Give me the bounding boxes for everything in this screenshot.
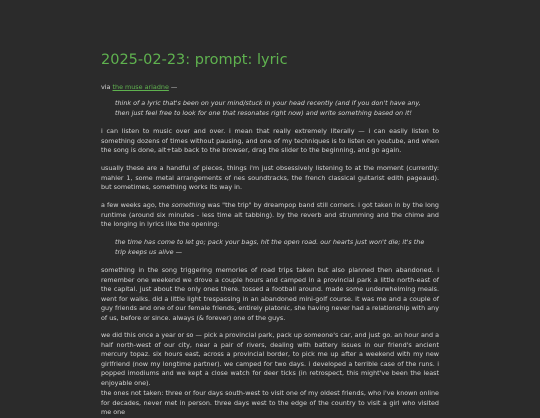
paragraph-1: i can listen to music over and over. i mean that really extremely literally — i can easily listen to something dozens of times without pausing, and one of my techniques is to listen on youtube, and when the song is done, alt+tab back to the browser, drag the slider to the beginning, and go again. (101, 127, 439, 155)
prompt-quote: think of a lyric that's been on your mind/stuck in your head recently (and if you don't have any, then just feel free to look for one that resonates right now) and write something based on it! (115, 99, 421, 117)
muse-link[interactable]: the muse ariadne (112, 83, 169, 91)
post-title: 2025-02-23: prompt: lyric (101, 52, 288, 68)
paragraph-3-emphasis: something (171, 201, 206, 209)
via-prefix: via (101, 83, 113, 91)
paragraph-5: we did this once a year or so — pick a provincial park, pack up someone's car, and just go. an hour and a half north-west of our city, near a pair of rivers, dealing with battery issues in our friend's ancient mercury topaz. six hours east, across a provincial border, to pick me up after a weekend with my new girlfriend (now my longtime partner). we camped for two days. i developed a terrible case of the runs. i popped imodiums and we kept a close watch for deer ticks (in retrospect, this might've been the least enjoyable one). (101, 331, 439, 388)
via-suffix: — (168, 83, 178, 91)
paragraph-6: the ones not taken: three or four days south-west to visit one of my oldest friends, who i've known online for decades, never met in person. three days west to the edge of the country to visit a girl who visited me one (101, 389, 439, 417)
lyric-quote: the time has come to let go; pack your bags, hit the open road. our hearts just won't die; it's the trip keeps us alive — (115, 238, 425, 256)
paragraph-3-start: a few weeks ago, the (101, 201, 172, 209)
paragraph-3-end: was "the trip" by dreampop band still corners. i got taken in by the long runtime (around six minutes - less time alt tabbing). by the reverb and strumming and the chime and the longing in lyrics like the opening: (101, 201, 439, 229)
paragraph-2: usually these are a handful of pieces, things i'm just obsessively listening to at the moment (currently: mahler 1, some metal arrangements of nes soundtracks, the french classical guitarist edith pageaud). but sometimes, something works its way in. (101, 164, 439, 192)
paragraph-3 (101, 201, 439, 230)
post-attribution (101, 83, 177, 93)
paragraph-4: something in the song triggering memories of road trips taken but also planned then abandoned. i remember one weekend we drove a couple hours and camped in a provincial park a little north-east of the capital. just about the only ones there. tossed a football around. made some underwhelming meals. went for walks. did a little light trespassing in an abandoned mini-golf course. it was me and a couple of guy friends and one of our female friends, entirely platonic, she having never had a relationship with any of us, before or since. always (& forever) one of the guys. (101, 266, 439, 323)
